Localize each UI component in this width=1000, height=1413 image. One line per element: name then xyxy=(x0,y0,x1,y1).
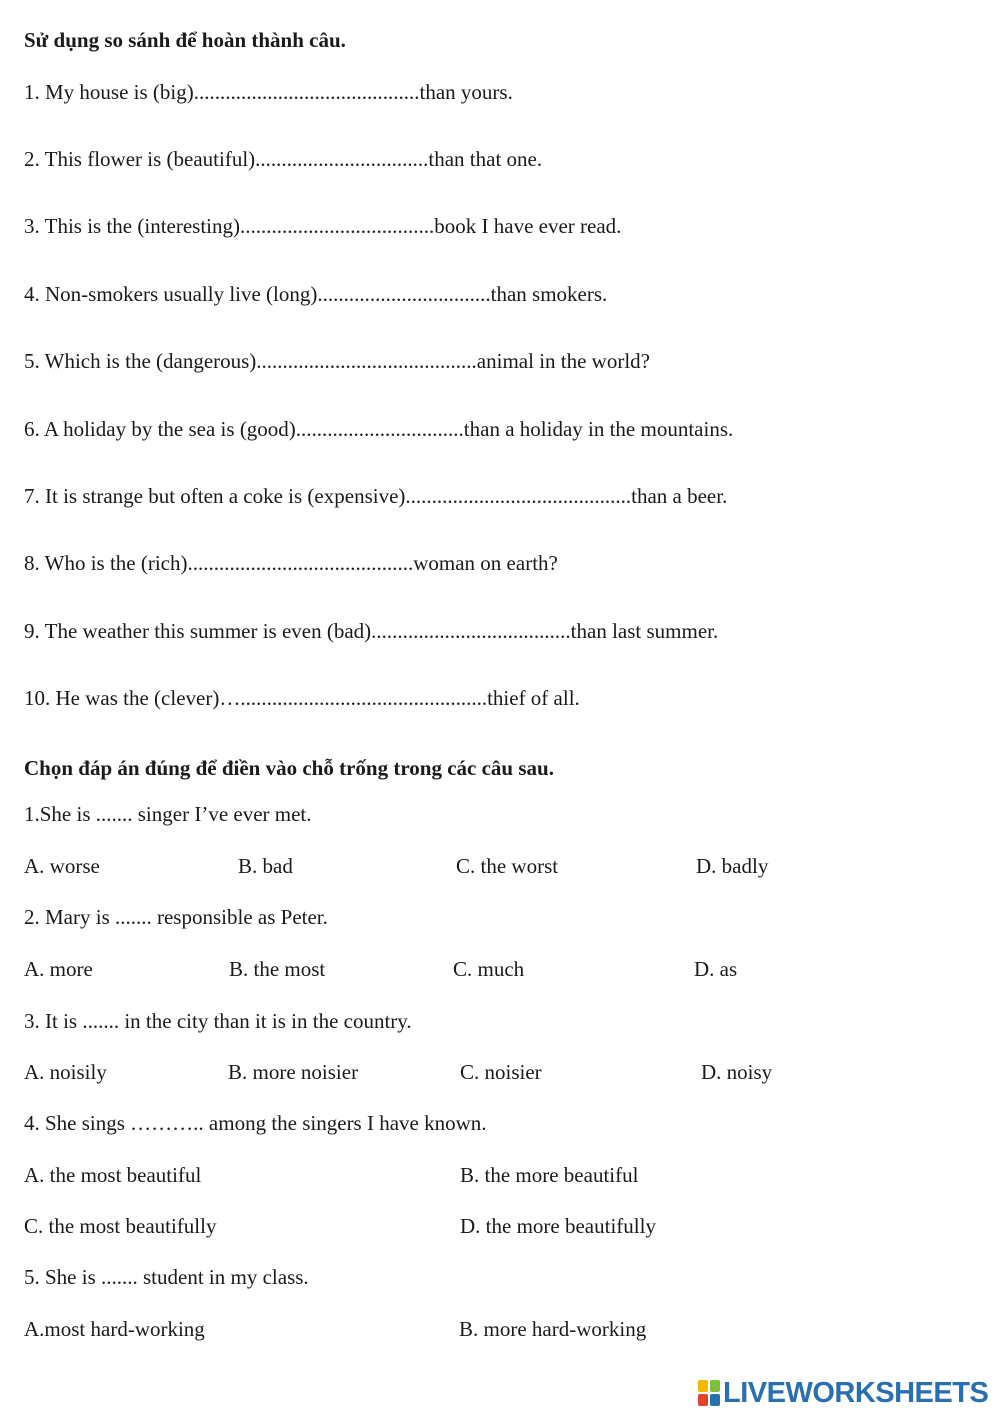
option-3b: B. more noisier xyxy=(228,1060,359,1084)
exercise-item-7: 7. It is strange but often a coke is (expensive)...........................................than a beer. xyxy=(24,484,728,508)
option-2a: A. more xyxy=(24,957,93,981)
option-3c: C. noisier xyxy=(460,1060,542,1084)
option-4c: C. the most beautifully xyxy=(24,1214,217,1238)
logo-square-red xyxy=(698,1394,708,1406)
option-5a: A.most hard-working xyxy=(24,1317,205,1341)
liveworksheets-logo xyxy=(698,1376,988,1410)
exercise-item-9: 9. The weather this summer is even (bad)......................................than last summer. xyxy=(24,619,719,643)
option-5b: B. more hard-working xyxy=(459,1317,647,1341)
section-heading-comparison: Sử dụng so sánh để hoàn thành câu. xyxy=(24,28,346,52)
exercise-item-3: 3. This is the (interesting).....................................book I have ever read. xyxy=(24,214,622,238)
option-3a: A. noisily xyxy=(24,1060,107,1084)
logo-square-blue xyxy=(710,1394,720,1406)
option-1a: A. worse xyxy=(24,854,100,878)
question-4: 4. She sings ……….. among the singers I have known. xyxy=(24,1111,487,1135)
exercise-item-10: 10. He was the (clever)…...............................................thief of all. xyxy=(24,686,580,710)
question-5: 5. She is ....... student in my class. xyxy=(24,1265,309,1289)
option-1b: B. bad xyxy=(238,854,293,878)
question-3: 3. It is ....... in the city than it is in the country. xyxy=(24,1009,412,1033)
section-heading-multiple-choice: Chọn đáp án đúng để điền vào chỗ trống trong các câu sau. xyxy=(24,756,554,780)
option-2c: C. much xyxy=(453,957,525,981)
exercise-item-4: 4. Non-smokers usually live (long).................................than smokers. xyxy=(24,282,608,306)
exercise-item-8: 8. Who is the (rich)...........................................woman on earth? xyxy=(24,551,558,575)
option-3d: D. noisy xyxy=(701,1060,773,1084)
exercise-item-2: 2. This flower is (beautiful).................................than that one. xyxy=(24,147,543,171)
question-2: 2. Mary is ....... responsible as Peter. xyxy=(24,905,328,929)
option-2d: D. as xyxy=(694,957,738,981)
question-1: 1.She is ....... singer I’ve ever met. xyxy=(24,802,312,826)
logo-wordmark: LIVEWORKSHEETS xyxy=(723,1376,989,1409)
option-2b: B. the most xyxy=(229,957,326,981)
option-1c: C. the worst xyxy=(456,854,559,878)
exercise-item-5: 5. Which is the (dangerous)..........................................animal in the world? xyxy=(24,349,651,373)
option-4a: A. the most beautiful xyxy=(24,1163,202,1187)
exercise-item-6: 6. A holiday by the sea is (good)................................than a holiday in the mountains. xyxy=(24,417,734,441)
logo-square-yellow xyxy=(698,1380,708,1392)
option-4b: B. the more beautiful xyxy=(460,1163,639,1187)
exercise-item-1: 1. My house is (big)...........................................than yours. xyxy=(24,80,513,104)
option-4d: D. the more beautifully xyxy=(460,1214,656,1238)
logo-square-green xyxy=(710,1380,720,1392)
liveworksheets-logo-icon xyxy=(698,1380,720,1406)
option-1d: D. badly xyxy=(696,854,769,878)
